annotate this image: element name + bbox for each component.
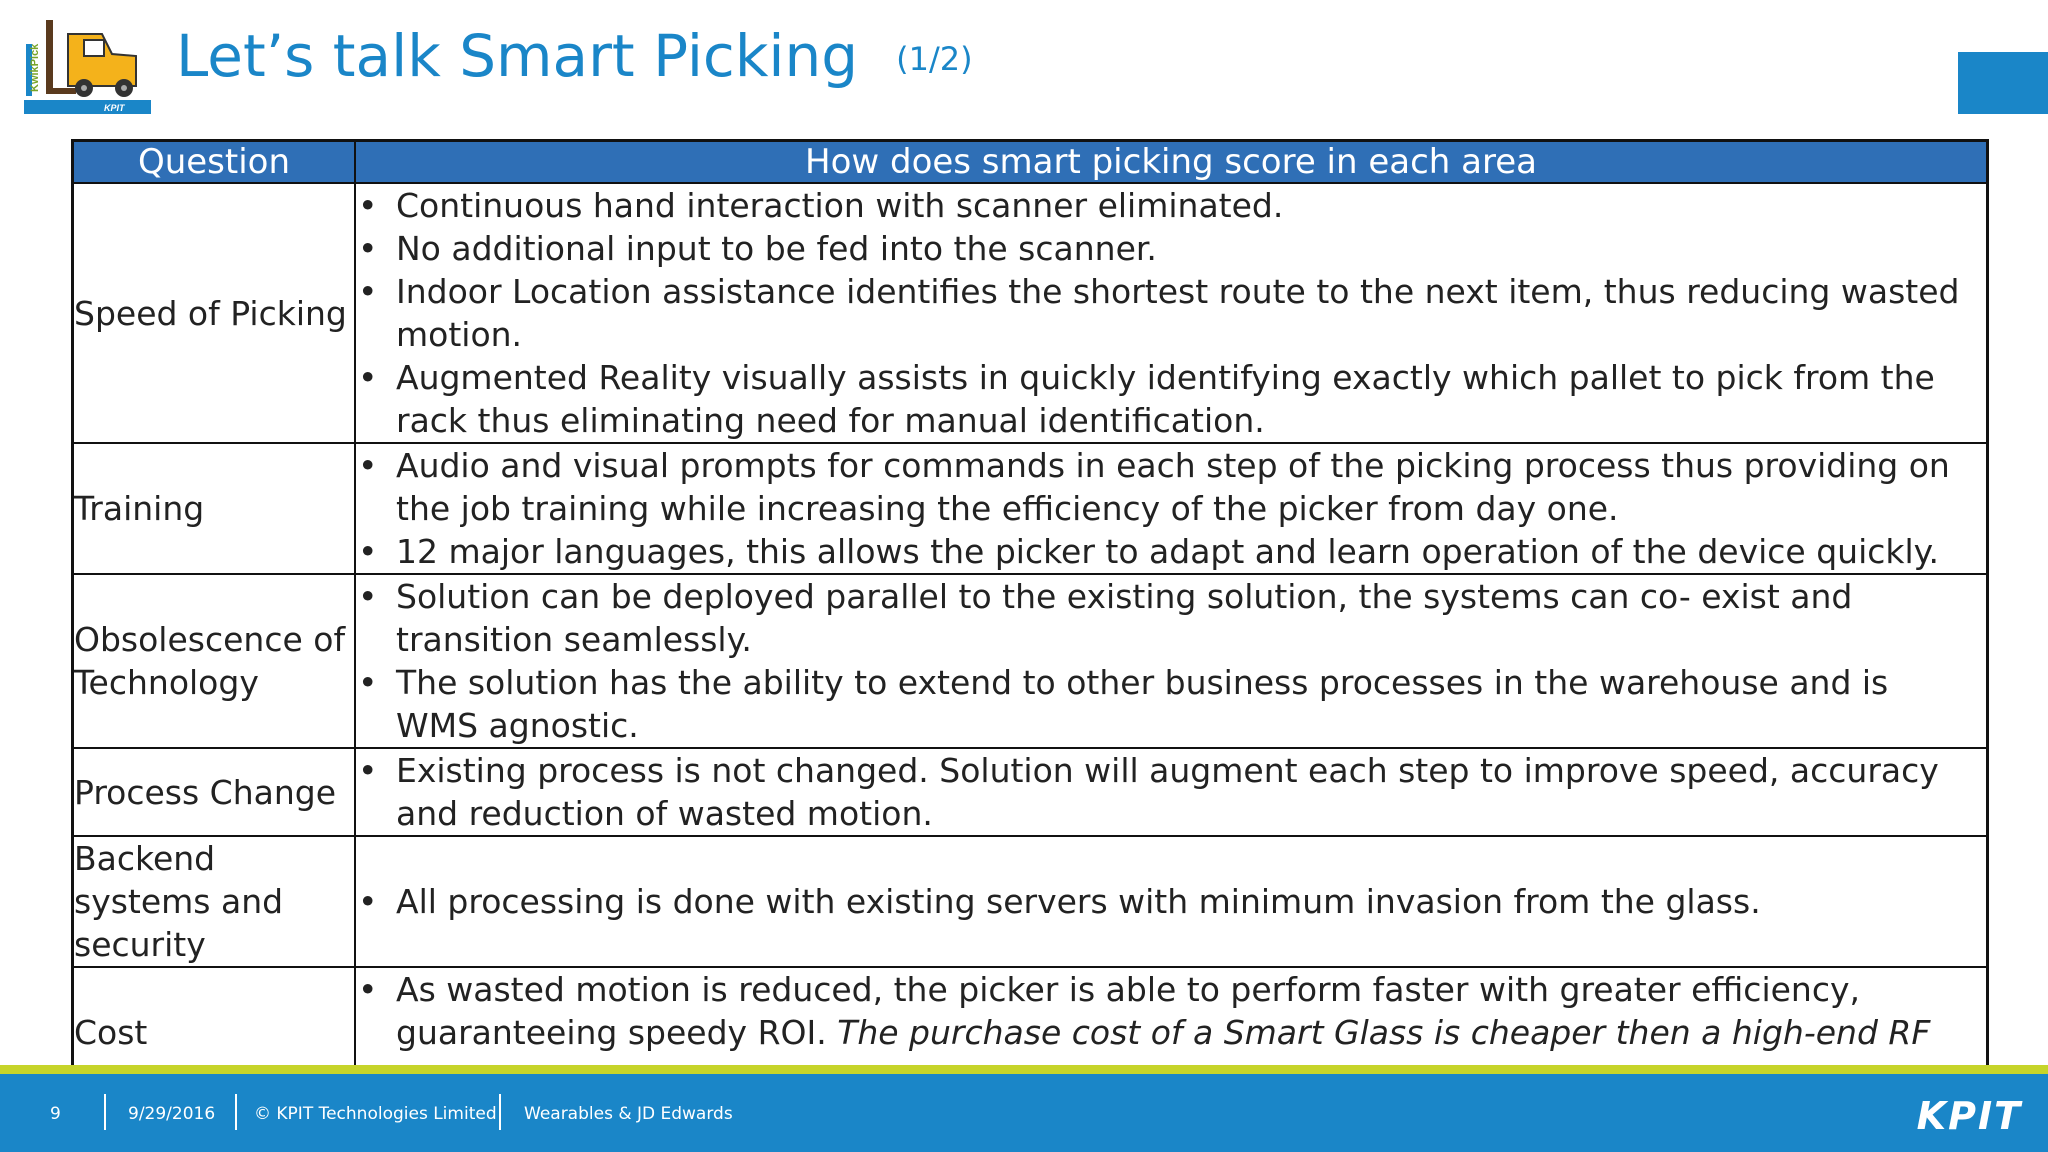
- bullet-item: • Continuous hand interaction with scanner eliminated.: [356, 184, 1986, 227]
- title-page-indicator: (1/2): [896, 40, 973, 78]
- bullet-item: • 12 major languages, this allows the picker to adapt and learn operation of the device quickly.: [356, 530, 1986, 573]
- bullet-italic-text: The purchase cost of a Smart Glass is cheaper then a high-end RF: [837, 1013, 1931, 1052]
- footer-page-number: 9: [50, 1104, 61, 1124]
- logo-product-text: KwikPick: [29, 43, 41, 92]
- footer-date: 9/29/2016: [128, 1104, 216, 1124]
- table-row: [73, 443, 1988, 574]
- answer-cell: [355, 183, 1988, 443]
- footer-divider: [499, 1094, 501, 1130]
- page-title: [176, 22, 973, 90]
- column-header-score: How does smart picking score in each area: [355, 141, 1988, 184]
- footer-topic: Wearables & JD Edwards: [524, 1104, 733, 1124]
- answer-cell: [355, 836, 1988, 967]
- footer-accent-stripe: [0, 1065, 2048, 1074]
- bullet-text: As wasted motion is reduced, the picker is able to perform faster with greater efficiency, guaranteeing speedy ROI.: [396, 970, 1861, 1052]
- logo-brand-text: KPIT: [104, 103, 125, 113]
- title-text: Let’s talk Smart Picking: [176, 22, 859, 90]
- kpit-brand-logo: KPIT: [1916, 1094, 2022, 1138]
- question-cell: Obsolescence of Technology: [73, 574, 356, 748]
- answer-cell: [355, 574, 1988, 748]
- bullet-item: • All processing is done with existing servers with minimum invasion from the glass.: [356, 880, 1986, 923]
- bullet-item: • The solution has the ability to extend to other business processes in the warehouse and is WMS agnostic.: [356, 661, 1986, 747]
- footer-bar: [0, 1074, 2048, 1152]
- table-row: [73, 748, 1988, 836]
- question-cell: Training: [73, 443, 356, 574]
- bullet-item: • Solution can be deployed parallel to the existing solution, the systems can co- exist and transition seamlessly.: [356, 575, 1986, 661]
- bullet-item: • Indoor Location assistance identifies the shortest route to the next item, thus reducing wasted motion.: [356, 270, 1986, 356]
- table-row: [73, 183, 1988, 443]
- bullet-item: • Existing process is not changed. Solution will augment each step to improve speed, accuracy and reduction of wasted motion.: [356, 749, 1986, 835]
- table-header-row: [73, 141, 1988, 184]
- table-row: [73, 574, 1988, 748]
- footer-divider: [235, 1094, 237, 1130]
- bullet-item: • No additional input to be fed into the scanner.: [356, 227, 1986, 270]
- corner-accent-block: [1958, 52, 2048, 114]
- footer-copyright: © KPIT Technologies Limited: [254, 1104, 497, 1124]
- column-header-question: Question: [73, 141, 356, 184]
- kwikpick-logo: [24, 14, 151, 114]
- answer-cell: [355, 748, 1988, 836]
- smart-picking-table: [71, 139, 1989, 1100]
- answer-cell: [355, 443, 1988, 574]
- footer-divider: [104, 1094, 106, 1130]
- question-cell: Speed of Picking: [73, 183, 356, 443]
- table-row: [73, 836, 1988, 967]
- bullet-item: • Audio and visual prompts for commands in each step of the picking process thus providing on the job training while increasing the efficiency of the picker from day one.: [356, 444, 1986, 530]
- question-cell: Backend systems and security: [73, 836, 356, 967]
- question-cell: Cost: [73, 967, 356, 1099]
- question-cell: Process Change: [73, 748, 356, 836]
- bullet-item: • Augmented Reality visually assists in quickly identifying exactly which pallet to pick from the rack thus eliminating need for manual identification.: [356, 356, 1986, 442]
